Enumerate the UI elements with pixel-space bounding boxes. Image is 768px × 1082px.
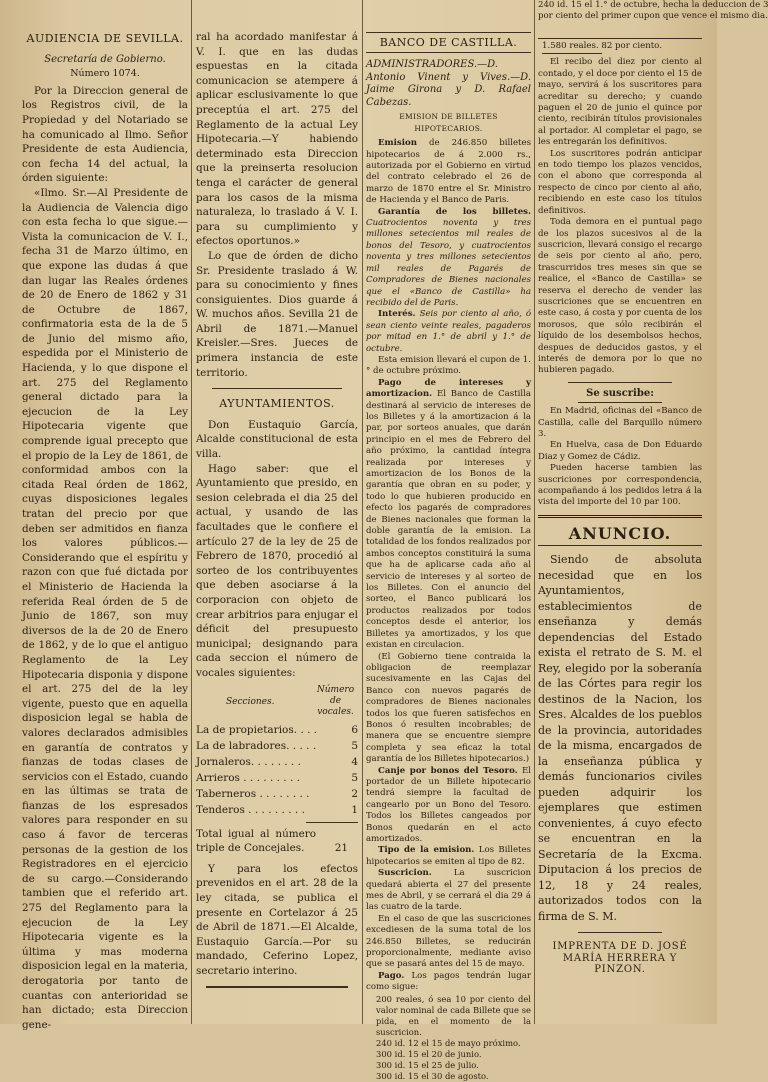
vocales-table bbox=[196, 722, 358, 818]
audiencia-paragraph-1: Por la Direccion general de los Registros civil, de la Propiedad y del Notariado se ha comunicado al Ilmo. Señor Presidente de esta Audiencia, con fecha 14 del actual, la órden siguiente: bbox=[22, 84, 188, 185]
interes-text: Seis por ciento al año, ó sean ciento veinte reales, pagaderos por mitad en 1.° de abril y 1.° de octubre. bbox=[366, 309, 532, 354]
administradores: ADMINISTRADORES.—D. Antonio Vinent y Vives.—D. Jaime Girona y D. Rafael Cabezas. bbox=[366, 59, 531, 108]
recibo-paragraph: El recibo del diez por ciento al contado, y el doce por ciento el 15 de mayo, servirá á los suscritores para acreditar su derecho; y cuando paguen el 20 de junio el quince por ciento, recibirán títulos provisionales al portador. Al completar el pago, se les entregarán los definitivos. bbox=[538, 57, 702, 148]
column-rule bbox=[534, 0, 535, 1024]
tipo-label: Tipo de la emision. bbox=[378, 845, 475, 856]
vocales-row bbox=[196, 754, 358, 770]
total-reales: 1.580 reales. 82 por ciento. bbox=[542, 41, 662, 51]
pago-item: 240 id. 12 el 15 de mayo próximo. bbox=[376, 1037, 521, 1048]
seccion-name: Jornaleros. . . . . . . . bbox=[196, 755, 301, 768]
tipo-paragraph bbox=[366, 845, 531, 868]
anuncio-title: ANUNCIO. bbox=[568, 523, 672, 543]
seccion-name: Arrieros . . . . . . . . . bbox=[196, 771, 301, 784]
ayuntamiento-paragraph: Hago saber: que el Ayuntamiento que presido, en sesion celebrada el dia 25 del actual, y usando de las facultades que le confiere el artículo 27 de la ley de 25 de Febrero de 1870, procedió al sorteo de los contribuyentes que deben asociarse á la corporacion con objeto de crear arbitrios para enjugar el déficit del presupuesto municipal; designando para cada seccion el número de vocales siguientes: bbox=[196, 462, 358, 679]
pago-item: 300 id. 15 el 20 de junio. bbox=[376, 1048, 482, 1059]
divider bbox=[578, 402, 662, 403]
garantia-label: Garantía de los billetes. bbox=[378, 206, 531, 217]
seccion-name: La de labradores. . . . . bbox=[196, 739, 317, 752]
seccion-name: La de propietarios. . . . bbox=[196, 723, 318, 736]
suscricion-paragraph bbox=[366, 868, 531, 914]
column-ayuntamientos bbox=[196, 30, 358, 1016]
pagos-list bbox=[366, 994, 531, 1082]
seccion-value: 5 bbox=[351, 739, 358, 752]
section-title-banco: BANCO DE CASTILLA. bbox=[366, 32, 531, 53]
total-row bbox=[196, 827, 358, 856]
column-audiencia bbox=[22, 30, 188, 1031]
pago2-text: Los pagos tendrán lugar como sigue: bbox=[366, 970, 531, 993]
secciones-header: Secciones. bbox=[226, 696, 275, 707]
seccion-name: Taberneros . . . . . . . . bbox=[196, 787, 310, 800]
column-rule bbox=[362, 0, 363, 1024]
vocales-row bbox=[196, 786, 358, 802]
garantia-paragraph bbox=[366, 207, 531, 310]
pago2-label: Pago. bbox=[378, 970, 405, 981]
canje-paragraph bbox=[366, 766, 531, 846]
canje-label: Canje por bonos del Tesoro. bbox=[378, 765, 518, 776]
pago-item: 300 id. 15 el 25 de julio. bbox=[376, 1059, 479, 1070]
anuncio-text: Siendo de absoluta necesidad que en los Ayuntamientos, establecimientos de enseñanza y demás dependencias del Estado exista el retrato de S. M. el Rey, elegido por la soberanía de las Córtes para regir los destinos de la Nacion, los Sres. Alcaldes de los pueblos de la provincia, autoridades de la misma, encargados de la enseñanza pública y demás funcionarios civiles pueden adquirir los ejemplares que estimen convenientes, á cuyo efecto se encuentran en la Secretaría de la Excma. Diputacion á los precios de 12, 18 y 24 reales, autorizados todos con la firma de S. M. bbox=[538, 553, 702, 923]
correspondencia-paragraph: Pueden hacerse tambien las suscriciones por correspondencia, acompañando á los pedidos letra á la vista del importe del 10 par 100. bbox=[538, 463, 702, 508]
emision-label: Emision bbox=[378, 138, 417, 149]
vocales-row bbox=[196, 738, 358, 754]
suscricion-label: Suscricion. bbox=[378, 868, 432, 879]
pago-paragraph bbox=[366, 378, 531, 652]
audiencia-paragraph-2: «Ilmo. Sr.—Al Presidente de la Audiencia de Valencia digo con esta fecha lo que sigue.—Vista la comunicacion de V. I., fecha 31 de Marzo último, en que expone las dudas á que dan lugar las Reales órdenes de 20 de Enero de 1862 y 31 de Octubre de 1867, confirmatoria esta de la de 5 de Junio del mismo año, espedida por el Ministerio de Hacienda, y lo que dispone el art. 275 del Reglamento general dictado para la ejecucion de la Ley Hipotecaria vigente que comprende igual precepto que el propio de la Ley de 1861, de conformidad ambos con la citada Real órden de 1862, cuyas disposiciones legales tratan del precio por que deben ser admitidos en fianza los valores públicos.—Considerando que el espíritu y razon con que fué dictada por el Ministerio de Hacienda la referida Real órden de 5 de Junio de 1867, son muy diversos de la de 20 de Enero de 1862, y de lo que el antiguo Reglamento de la Ley Hipotecaria disponia y dispone el art. 275 del de la ley vigente, puesto que en aquella disposicion legal se habla de valores declarados admisibles en garantía de contratos y fianzas de todas clases de servicios con el Estado, cuando en las últimas se trata de fianzas de los espresados valores para responder en su caso á favor de terceras personas de la gestion de los Registradores en el ejercicio de su cargo.—Considerando tambien que el referido art. 275 del Reglamento para la ejecucion de la Ley Hipotecaria vigente es la última y mas moderna disposicion legal en la materia, derogatoria por tanto de cuantas con anterioridad se han dictado; esta Direccion gene- bbox=[22, 186, 188, 1031]
emision-text: de 246.850 billetes hipotecarios de á 2.000 rs., autorizada por el Gobierno en virtud del contrato celebrado el 26 de marzo de 1870 entre el Sr. Ministro de Hacienda y el Banco de Paris. bbox=[366, 138, 531, 206]
col4-top-line2: por ciento del primer cupon que vence el mismo dia. bbox=[538, 11, 768, 21]
madrid-paragraph: En Madrid, oficinas del «Banco de Castilla, calle del Barquillo número 3. bbox=[538, 406, 702, 439]
vocales-row bbox=[196, 802, 358, 818]
vocales-row bbox=[196, 770, 358, 786]
gobierno-paragraph: (El Gobierno tiene contraida la obligacion de reemplazar sucesivamente en las Cajas del Banco con nuevos pagarés de compradores de Bienes nacionales todos los que fueren satisfechos en Bonos ó resulten incobrables; de manera que se encuentre siempre completa y sea eficaz la total garantía de los Billetes hipotecarios.) bbox=[366, 651, 531, 765]
imprenta-footer: IMPRENTA DE D. JOSÉ MARÍA HERRERA Y PINZON. bbox=[552, 941, 688, 976]
seccion-value: 2 bbox=[351, 787, 358, 800]
numero-label: Número 1074. bbox=[70, 68, 140, 80]
audiencia-continuation: ral ha acordado manifestar á V. I. que en las dudas espuestas en la citada comunicacion se atempere á aplicar esclusivamente lo que preceptúa el art. 275 del Reglamento de la actual Ley Hipotecaria.—Y habiendo determinado esta Direccion que la preinserta resolucion tenga el carácter de general para los casos de la misma naturaleza, lo traslado á V. I. para su cumplimiento y efectos oportunos.» bbox=[196, 31, 358, 248]
vocales-row bbox=[196, 722, 358, 738]
interes-paragraph bbox=[366, 309, 531, 355]
huelva-paragraph: En Huelva, casa de Don Eduardo Diaz y Gomez de Cádiz. bbox=[538, 440, 702, 462]
interes-label: Interés. bbox=[378, 309, 416, 320]
pago-text: El Banco de Castilla destinará al servicio de intereses de los Billetes y á la amortizacion á la par, por sorteos anuales, que darán principio en el mes de Febrero del año próximo, la cantidad íntegra realizada por intereses y amortizacion de los Bonos de la garantía que obran en su poder, y todo lo que hubieren producido en efecto los pagarés de compradores de Bienes nacionales que forman la doble garantía de la emision. La totalidad de los fondos realizados por ambos conceptos constituirá la suma que ha de aplicarse cada año al servicio de intereses y al sorteo de los Billetes. Con el anuncio del sorteo, el Banco publicará los productos realizados por todos conceptos desde el anterior, los Billetes ya amortizados, y los que existan en circulacion. bbox=[366, 389, 531, 651]
emision-paragraph bbox=[366, 138, 531, 206]
tipo-text: Los Billetes hipotecarios se emiten al tipo de 82. bbox=[366, 845, 531, 867]
anticipar-paragraph: Los suscritores podrán anticipar en todo tiempo los plazos vencidos, con el abono que corresponda al respecto de cinco por ciento al año, recibiendo en este caso los títulos definitivos. bbox=[538, 148, 702, 216]
demora-paragraph: Toda demora en el puntual pago de los plazos sucesivos al de la suscricion, llevará consigo el recargo de seis por ciento al año, pero, trascurridos tres meses sin que se realice, el «Banco de Castilla» se reserva el derecho de vender las suscriciones que se encuentren en este caso, á costa y por cuenta de los morosos, que sólo recibirán el líquido de los desembolsos hechos, despues de deducidos gastos, y el interés de demora por lo que no hubieren pagado. bbox=[538, 217, 702, 376]
interes-cupon: Esta emision llevará el cupon de 1.° de octubre próximo. bbox=[366, 354, 531, 377]
total-label: Total igual al número triple de Concejales. bbox=[196, 827, 316, 855]
vocales-table-header bbox=[196, 685, 358, 718]
divider bbox=[306, 822, 358, 823]
suscricion-text: La suscricion quedará abierta el 27 del presente mes de Abril, y se cerrará el dia 29 á las cuatro de la tarde. bbox=[366, 868, 532, 913]
anuncio-box bbox=[538, 515, 702, 976]
se-suscribe-title: Se suscribe: bbox=[586, 387, 654, 399]
col4-top-line1: 240 id. 15 el 1.° de octubre, hecha la deduccion de 3 bbox=[538, 0, 768, 10]
pago2-paragraph bbox=[366, 971, 531, 994]
secretaria-subtitle: Secretaría de Gobierno. bbox=[44, 53, 166, 65]
canje-text: El portador de un Billete hipotecario tendrá siempre la facultad de cangearlo por un Bono del Tesoro. Todos los Billetes cangeados por Bonos quedarán en el acto amortizados. bbox=[366, 765, 531, 844]
total-value: 21 bbox=[334, 842, 348, 855]
col4-top-fragment bbox=[538, 0, 768, 30]
garantia-text: Cuatrocientos noventa y tres millones setecientos mil reales de bonos del Tesoro, y cuatrocientos noventa y tres millones setecientos mil reales de Pagarés de Compradores de Bienes nacionales que el «Banco de Castilla» ha recibido del de Paris. bbox=[366, 218, 531, 308]
seccion-value: 6 bbox=[351, 723, 358, 736]
seccion-value: 1 bbox=[351, 803, 358, 816]
pago-item: 300 id. 15 el 30 de agosto. bbox=[376, 1070, 489, 1081]
divider bbox=[212, 388, 342, 389]
divider bbox=[568, 382, 672, 383]
pago-label: Pago de intereses y amortizacion. bbox=[366, 377, 531, 400]
divider bbox=[206, 986, 348, 988]
pago-item: 200 reales, ó sea 10 por ciento del valor nominal de cada Billete que se pida, en el momento de la suscricion. bbox=[376, 993, 531, 1037]
section-title-audiencia: AUDIENCIA DE SEVILLA. bbox=[26, 32, 184, 45]
audiencia-closing: Lo que de órden de dicho Sr. Presidente traslado á W. para su conocimiento y fines consiguientes. Dios guarde á W. muchos años. Sevilla 21 de Abril de 1871.—Manuel Kreisler.—Sres. Jueces de primera instancia de este territorio. bbox=[196, 249, 358, 379]
seccion-value: 5 bbox=[351, 771, 358, 784]
column-banco bbox=[366, 30, 532, 1081]
numero-header: Número de vocales. bbox=[316, 684, 355, 717]
emision-header: EMISION DE BILLETES HIPOTECARIOS. bbox=[399, 112, 498, 133]
section-title-ayuntamientos: AYUNTAMIENTOS. bbox=[219, 397, 335, 411]
divider bbox=[578, 932, 662, 933]
ayuntamiento-closing: Y para los efectos prevenidos en el art. 28 de la ley citada, se publica el presente en Cortelazor á 25 de Abril de 1871.—El Alcalde, Eustaquio García.—Por su mandado, Ceferino Lopez, secretario interino. bbox=[196, 862, 358, 977]
column-rule bbox=[191, 0, 192, 1024]
alcalde-heading: Don Eustaquio García, Alcalde constitucional de esta villa. bbox=[196, 418, 358, 461]
seccion-value: 4 bbox=[351, 755, 358, 768]
column-banco-cont bbox=[538, 38, 702, 1016]
seccion-name: Tenderos . . . . . . . . . bbox=[196, 803, 305, 816]
exceso-paragraph: En el caso de que las suscriciones excediesen de la suma total de los 246.850 Billetes, se reducirán proporcionalmente, mediante aviso que se pasará antes del 15 de mayo. bbox=[366, 913, 531, 970]
